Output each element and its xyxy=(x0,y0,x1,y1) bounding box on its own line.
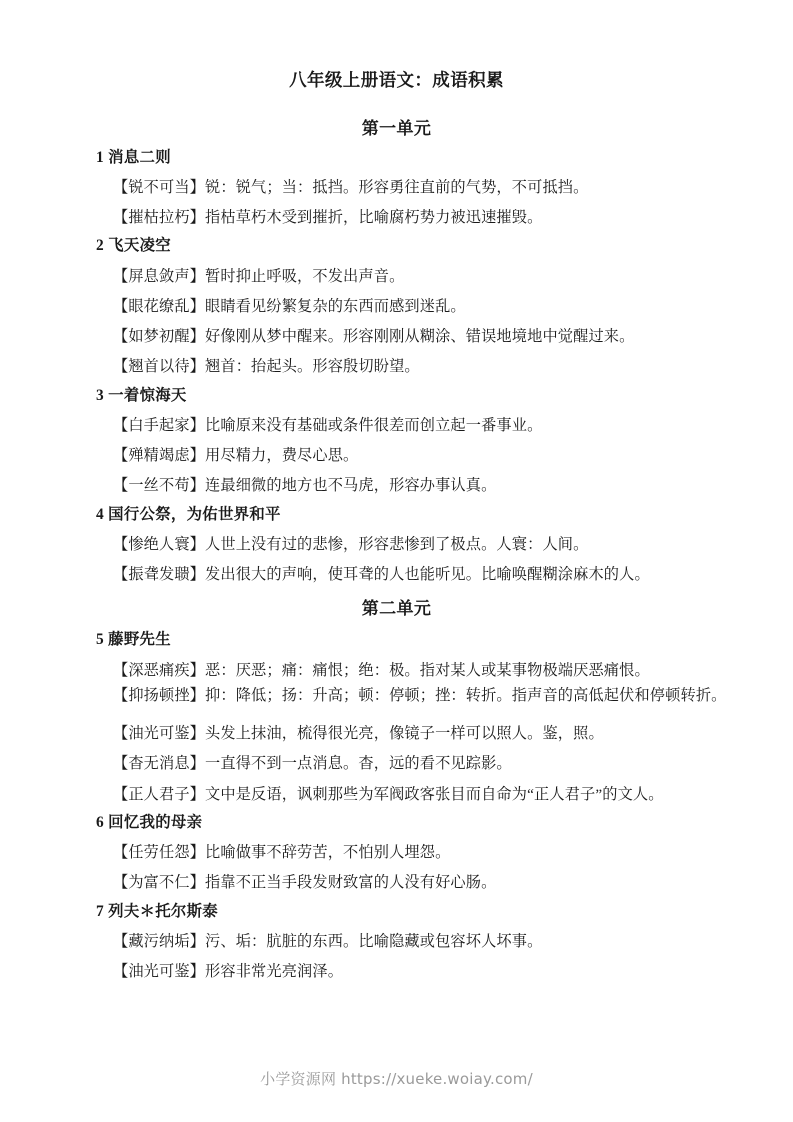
lesson-section-5 xyxy=(0,619,793,801)
lesson-section-1 xyxy=(0,137,793,226)
lesson-section-7 xyxy=(0,891,793,980)
lesson-heading-6: 6 回忆我的母亲 xyxy=(96,813,203,831)
lesson-section-2 xyxy=(0,225,793,374)
idiom-entry-wrapped xyxy=(0,678,793,711)
watermark: 小学资源网 https://xueke.woiay.com/ xyxy=(260,1070,533,1088)
lesson-section-3 xyxy=(0,375,793,494)
lesson-heading-2: 2 飞天凌空 xyxy=(96,237,171,255)
idiom-entry: 【殚精竭虑】用尽精力，费尽心思。 xyxy=(113,447,359,465)
idiom-entry: 【屏息敛声】暂时抑止呼吸，不发出声音。 xyxy=(113,267,405,285)
lesson-heading-4: 4 国行公祭，为佑世界和平 xyxy=(96,505,281,523)
page-title: 八年级上册语文：成语积累 xyxy=(289,70,504,90)
idiom-entry: 【如梦初醒】好像刚从梦中醒来。形容刚刚从糊涂、错误地境地中觉醒过来。 xyxy=(113,328,635,346)
lesson-heading-3: 3 一着惊海天 xyxy=(96,386,187,404)
unit-title-1: 第一单元 xyxy=(361,118,432,138)
lesson-section-4 xyxy=(0,494,793,583)
lesson-heading-7: 7 列夫＊托尔斯泰 xyxy=(96,902,218,920)
idiom-entry-text: 【抑扬顿挫】抑：降低；扬：升高；顿：停顿；挫：转折。指声音的高低起伏和停顿转折。 xyxy=(113,686,727,704)
lesson-heading-5: 5 藤野先生 xyxy=(96,631,171,649)
idiom-entry: 【油光可鉴】形容非常光亮润泽。 xyxy=(113,963,344,981)
idiom-entry: 【惨绝人寰】人世上没有过的悲惨，形容悲惨到了极点。人寰：人间。 xyxy=(113,535,589,553)
idiom-entry: 【一丝不苟】连最细微的地方也不马虎，形容办事认真。 xyxy=(113,477,497,495)
idiom-entry: 【油光可鉴】头发上抹油，梳得很光亮，像镜子一样可以照人。鉴，照。 xyxy=(113,725,604,743)
idiom-entry: 【正人君子】文中是反语，讽刺那些为军阀政客张目而自命为“正人君子”的文人。 xyxy=(113,785,664,803)
idiom-entry: 【摧枯拉朽】指枯草朽木受到摧折，比喻腐朽势力被迅速摧毁。 xyxy=(113,209,543,227)
idiom-entry: 【为富不仁】指靠不正当手段发财致富的人没有好心肠。 xyxy=(113,874,497,892)
unit-title-2: 第二单元 xyxy=(361,599,432,619)
lesson-section-6 xyxy=(0,802,793,891)
idiom-entry: 【藏污纳垢】污、垢：肮脏的东西。比喻隐藏或包容坏人坏事。 xyxy=(113,932,543,950)
idiom-entry: 【翘首以待】翘首：抬起头。形容殷切盼望。 xyxy=(113,358,420,376)
idiom-entry: 【杳无消息】一直得不到一点消息。杳，远的看不见踪影。 xyxy=(113,755,512,773)
lesson-heading-1: 1 消息二则 xyxy=(96,148,171,166)
idiom-entry: 【任劳任怨】比喻做事不辞劳苦，不怕别人埋怨。 xyxy=(113,844,451,862)
idiom-entry: 【深恶痛疾】恶：厌恶；痛：痛恨；绝：极。指对某人或某事物极端厌恶痛恨。 xyxy=(113,661,650,679)
idiom-entry: 【锐不可当】锐：锐气；当：抵挡。形容勇往直前的气势，不可抵挡。 xyxy=(113,178,589,196)
idiom-entry: 【白手起家】比喻原来没有基础或条件很差而创立起一番事业。 xyxy=(113,416,543,434)
idiom-entry: 【眼花缭乱】眼睛看见纷繁复杂的东西而感到迷乱。 xyxy=(113,297,466,315)
idiom-entry: 【振聋发聩】发出很大的声响，使耳聋的人也能听见。比喻唤醒糊涂麻木的人。 xyxy=(113,566,650,584)
